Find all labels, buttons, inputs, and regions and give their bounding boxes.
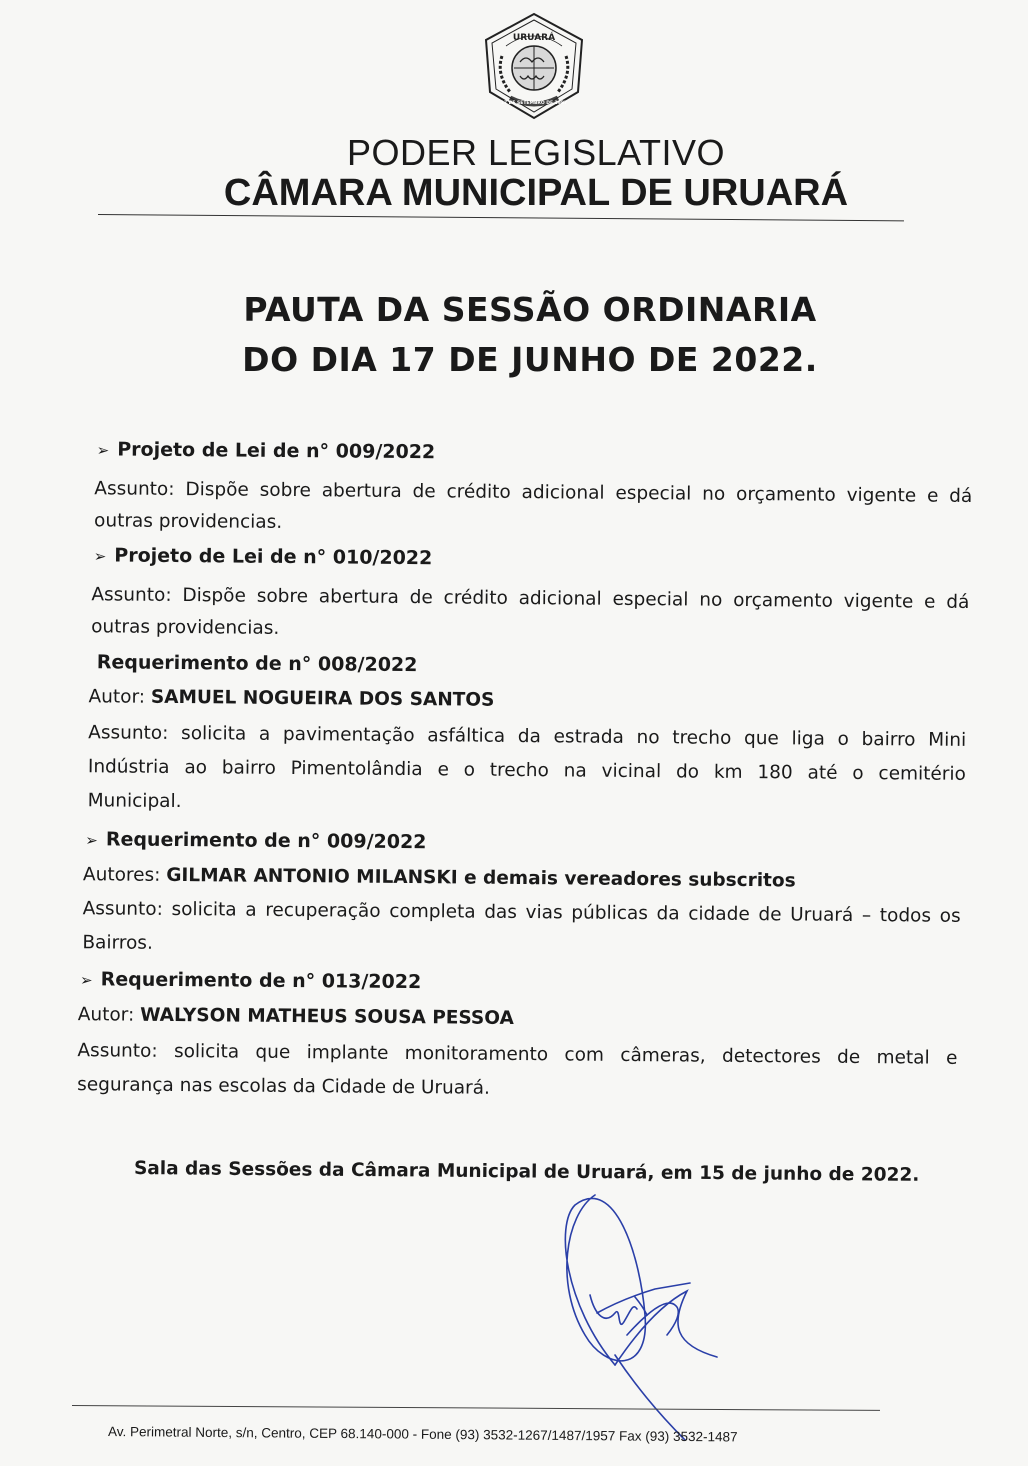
municipal-seal-logo <box>480 10 588 122</box>
arrow-bullet-icon: ➢ <box>93 547 107 566</box>
assunto-line: outras providencias. <box>93 510 283 533</box>
closing-statement: Sala das Sessões da Câmara Municipal de Uruará, em 15 de junho de 2022. <box>133 1158 920 1186</box>
arrow-bullet-icon: ➢ <box>96 441 110 460</box>
svg-text:URUARÁ: URUARÁ <box>512 33 556 43</box>
agenda-item-heading: Requerimento de n° 008/2022 <box>96 651 418 677</box>
footer-divider <box>72 1405 880 1411</box>
signature-mark <box>555 1185 745 1445</box>
agenda-item-heading: ➢ Requerimento de n° 013/2022 <box>79 968 422 994</box>
document-title-line1: PAUTA DA SESSÃO ORDINARIA <box>243 290 817 329</box>
author-line: Autores: GILMAR ANTONIO MILANSKI e demais vereadores subscritos <box>82 864 796 892</box>
agenda-item-heading: ➢ Projeto de Lei de n° 010/2022 <box>93 544 433 570</box>
assunto-line: segurança nas escolas da Cidade de Uruará. <box>77 1074 491 1099</box>
header-camara-municipal: CÂMARA MUNICIPAL DE URUARÁ <box>223 172 849 214</box>
assunto-line: Assunto: solicita a recuperação completa das vias públicas da cidade de Uruará – todos os <box>82 898 961 927</box>
header-divider <box>98 214 904 221</box>
arrow-bullet-icon: ➢ <box>85 831 98 850</box>
assunto-line: Assunto: Dispõe sobre abertura de crédito adicional especial no orçamento vigente e dá <box>91 584 970 613</box>
document-title-line2: DO DIA 17 DE JUNHO DE 2022. <box>242 340 818 379</box>
assunto-line: Indústria ao bairro Pimentolândia e o trecho na vicinal do km 180 até o cemitério <box>87 756 966 785</box>
author-line: Autor: WALYSON MATHEUS SOUSA PESSOA <box>77 1004 514 1029</box>
assunto-line: Bairros. <box>82 932 153 954</box>
agenda-item-heading: ➢ Requerimento de n° 009/2022 <box>85 828 427 854</box>
svg-text:17 DE SETEMBRO DE 1987: 17 DE SETEMBRO DE 1987 <box>500 101 568 106</box>
footer-address: Av. Perimetral Norte, s/n, Centro, CEP 68.140-000 - Fone (93) 3532-1267/1487/1957 Fax (93) 3532-1487 <box>107 1424 738 1445</box>
header-poder-legislativo: PODER LEGISLATIVO <box>347 132 725 173</box>
assunto-line: Municipal. <box>87 790 182 813</box>
agenda-item-heading: ➢ Projeto de Lei de n° 009/2022 <box>96 438 436 464</box>
author-line: Autor: SAMUEL NOGUEIRA DOS SANTOS <box>88 686 495 711</box>
assunto-line: Assunto: solicita a pavimentação asfáltica da estrada no trecho que liga o bairro Mini <box>88 722 967 751</box>
arrow-bullet-icon: ➢ <box>79 971 93 990</box>
assunto-line: Assunto: solicita que implante monitoramento com câmeras, detectores de metal e <box>77 1040 958 1069</box>
assunto-line: Assunto: Dispõe sobre abertura de crédito adicional especial no orçamento vigente e dá <box>94 478 973 507</box>
assunto-line: outras providencias. <box>91 616 280 639</box>
